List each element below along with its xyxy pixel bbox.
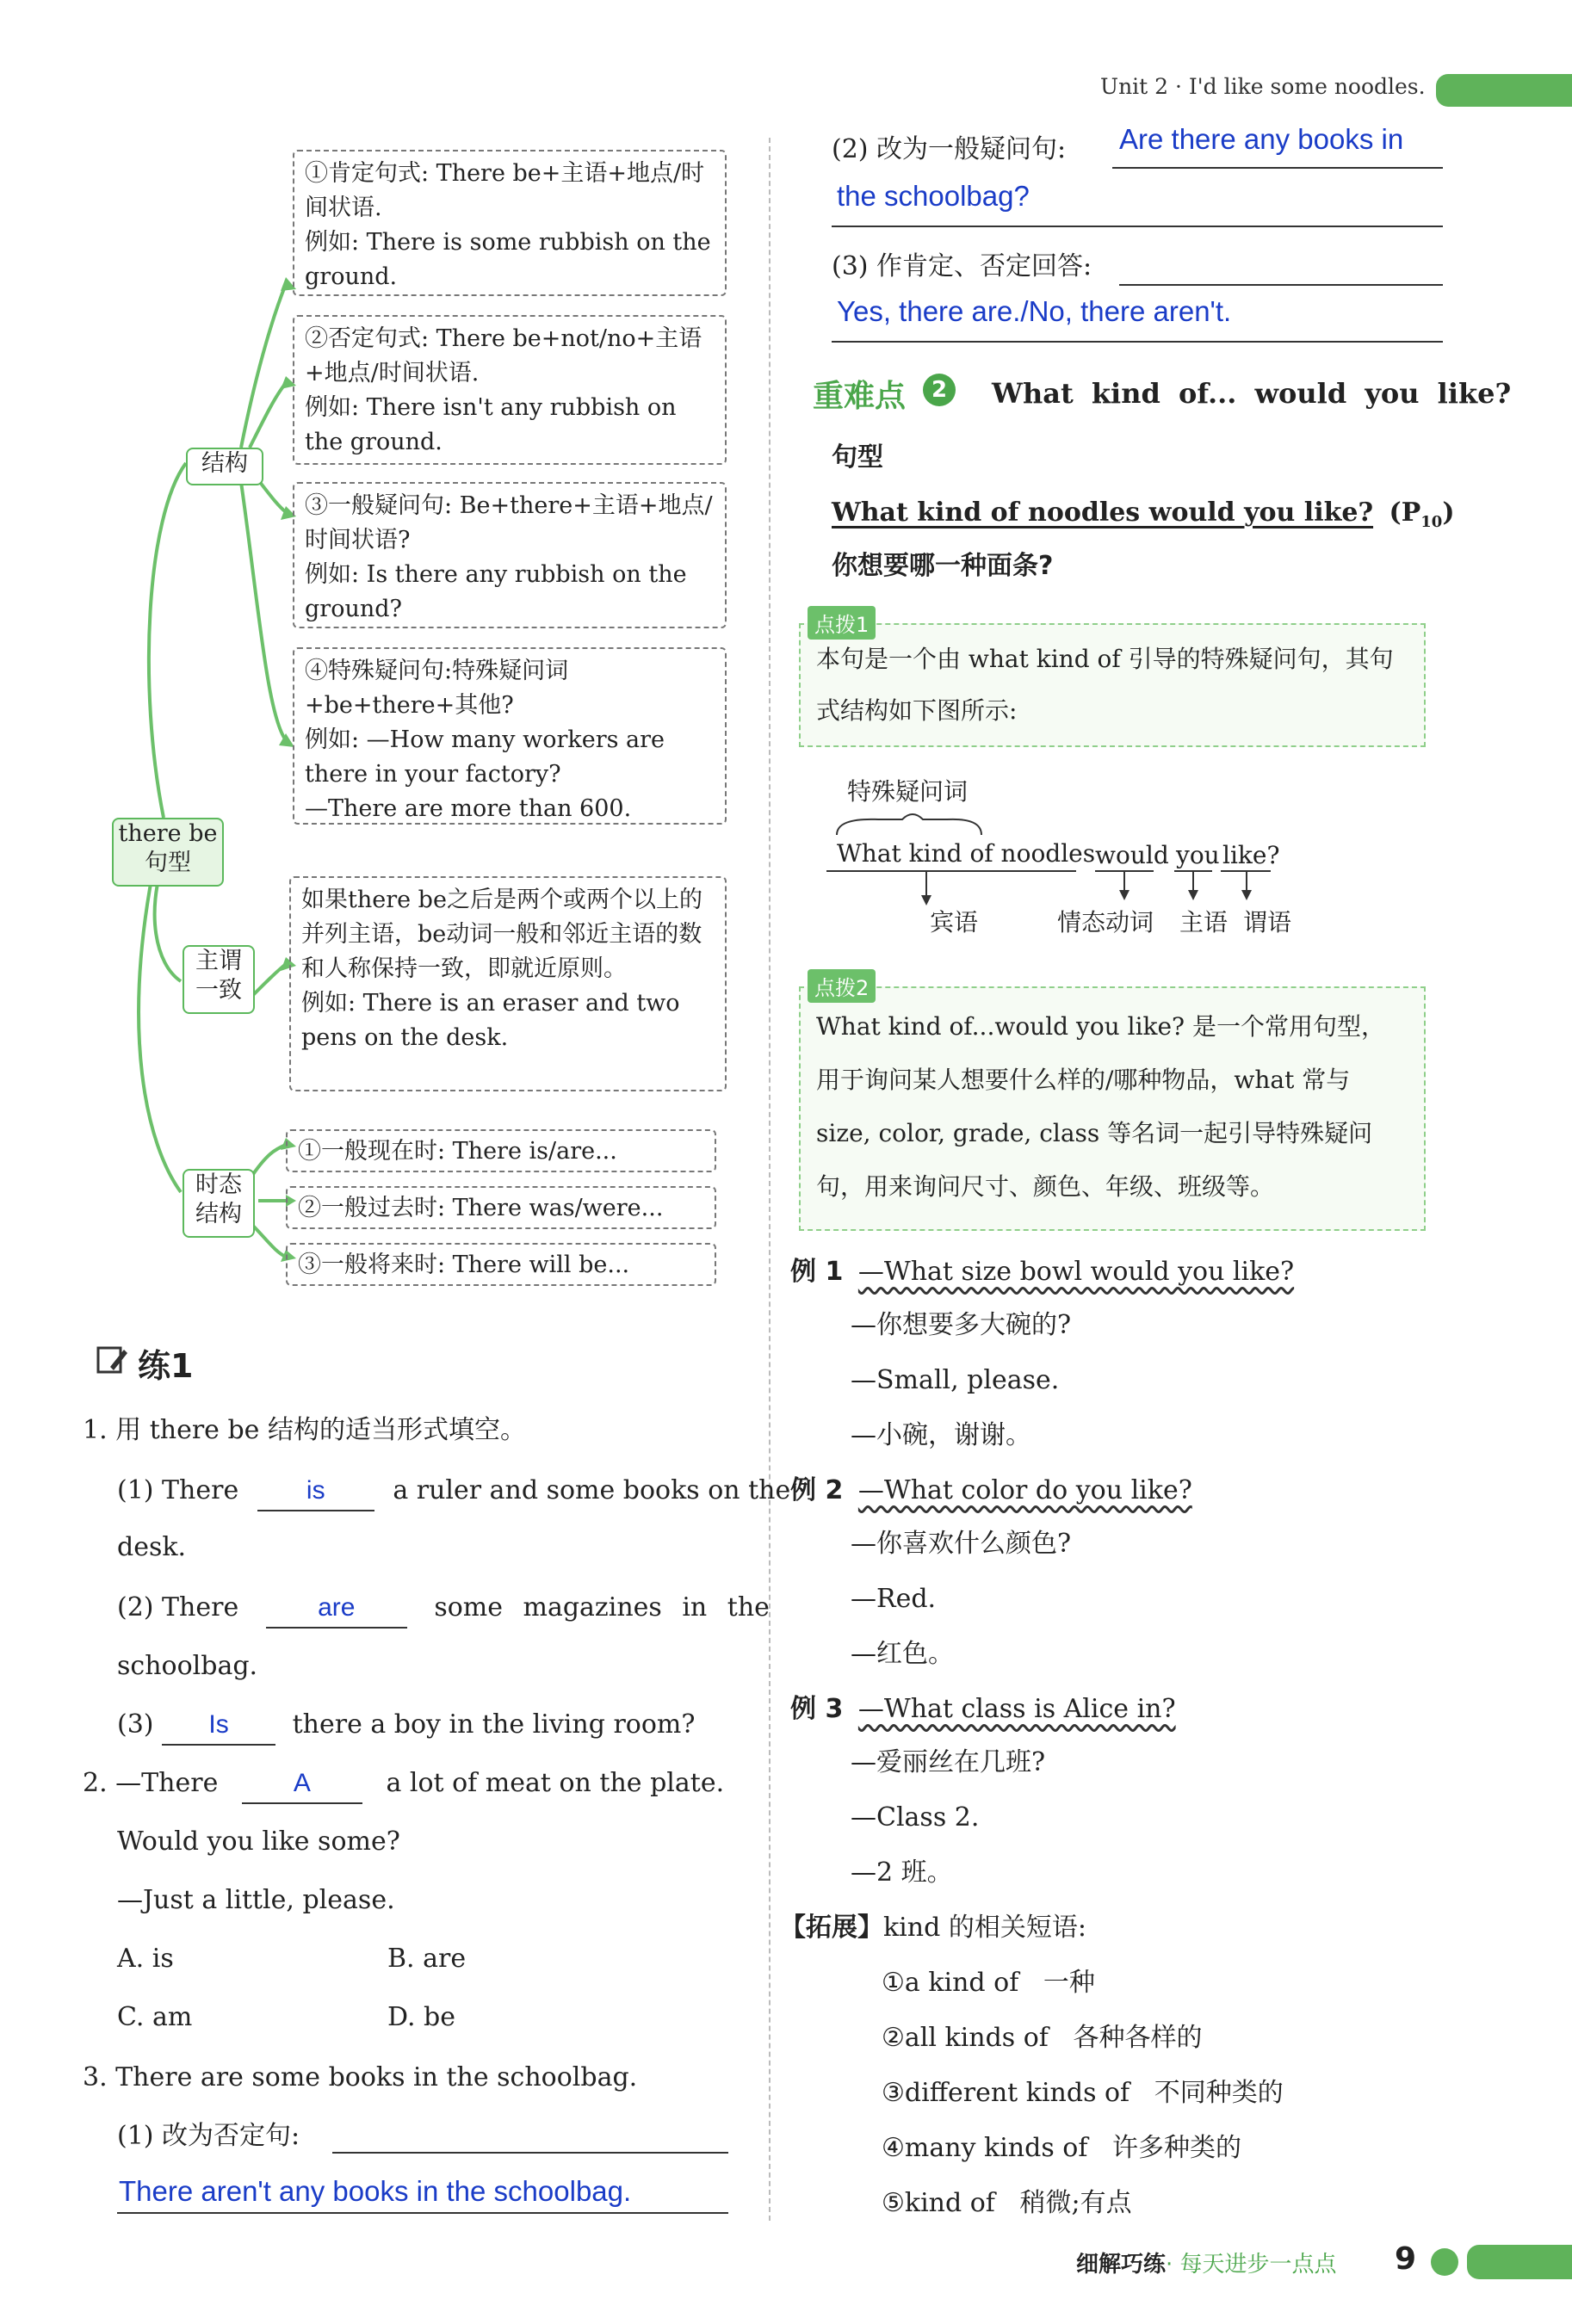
tip2-box: What kind of...would you like? 是一个常用句型，用于询问某人想要什么样的/哪种物品，what 常与 size, color, grade, class 等名词一起引导特殊疑问句，用来询问尺寸、颜色、年级、班级等。 [799, 986, 1426, 1231]
pencil-icon [95, 1343, 129, 1377]
tip1-tag: 点拨1 [808, 606, 876, 640]
answer-blank[interactable]: Is [162, 1706, 275, 1746]
answer-line [1119, 284, 1443, 286]
q3-stem: 3. There are some books in the schoolbag. [83, 2062, 638, 2092]
example-3: 例 3 —What class is Alice in? [790, 1694, 1176, 1724]
extension-item: ③different kinds of 不同种类的 [882, 2078, 1284, 2108]
extension-item: ②all kinds of 各种各样的 [882, 2023, 1203, 2053]
extension-heading: 【拓展】kind 的相关短语: [780, 1913, 1086, 1943]
structure-box-affirmative: ①肯定句式: There be+主语+地点/时间状语. 例如: There is some rubbish on the ground. [293, 150, 727, 296]
q3-3-label: (3) 作肯定、否定回答: [832, 251, 1092, 281]
key-sentence: What kind of noodles would you like? $(P_{10})$ [832, 498, 1455, 531]
branch-agreement: 主谓 一致 [183, 945, 255, 1014]
q1-1: (1) There is a ruler and some books on the [117, 1472, 790, 1511]
agreement-box: 如果there be之后是两个或两个以上的并列主语，be动词一般和邻近主语的数和人称保持一致，即就近原则。 例如: There is an eraser and two pens on the desk. [289, 876, 727, 1091]
example-3-q-cn: —爱丽丝在几班? [851, 1747, 1046, 1777]
answer-line [832, 341, 1443, 343]
q3-1-label: (1) 改为否定句: [117, 2121, 300, 2151]
q2-option-a[interactable]: A. is [117, 1944, 174, 1974]
tip2-tag: 点拨2 [808, 969, 876, 1003]
example-3-a-cn: —2 班。 [851, 1857, 953, 1888]
answer-line [332, 2152, 728, 2154]
example-1-a-cn: —小碗，谢谢。 [851, 1420, 1031, 1450]
footer-dot [1431, 2248, 1458, 2276]
q2-option-b[interactable]: B. are [387, 1944, 467, 1974]
answer-blank[interactable]: A [242, 1765, 362, 1804]
q1-stem: 1. 用 there be 结构的适当形式填空。 [83, 1415, 526, 1445]
structure-box-negative: ②否定句式: There be+not/no+主语+地点/时间状语. 例如: There isn't any rubbish on the ground. [293, 315, 727, 465]
sentence-translation: 你想要哪一种面条? [832, 551, 1054, 581]
practice-title: 练1 [138, 1347, 194, 1385]
tense-past: ②一般过去时: There was/were... [286, 1186, 716, 1229]
q2-reply: —Just a little, please. [117, 1885, 395, 1915]
keypoint-number-badge: 2 [923, 374, 956, 406]
answer-line [1112, 167, 1443, 169]
q3-2-label: (2) 改为一般疑问句: [832, 134, 1067, 164]
q1-1-cont: desk. [117, 1532, 187, 1562]
page-number: 9 [1395, 2241, 1417, 2277]
q3-2-answer-a[interactable]: Are there any books in [1119, 123, 1404, 155]
tense-future: ③一般将来时: There will be... [286, 1243, 716, 1286]
diagram-phrase: What kind of noodles [837, 839, 1096, 868]
answer-line [117, 2212, 728, 2214]
example-1-q-cn: —你想要多大碗的? [851, 1310, 1072, 1340]
example-1: 例 1 —What size bowl would you like? [790, 1257, 1295, 1287]
footer-brand: 细解巧练· 每天进步一点点 [1076, 2252, 1337, 2278]
tense-present: ①一般现在时: There is/are... [286, 1129, 716, 1172]
running-header: Unit 2 · I'd like some noodles. [1100, 74, 1426, 99]
example-3-a: —Class 2. [851, 1802, 980, 1833]
tip1-box: 本句是一个由 what kind of 引导的特殊疑问句，其句式结构如下图所示: [799, 623, 1426, 747]
answer-blank[interactable]: is [257, 1472, 374, 1511]
diagram-top-label: 特殊疑问词 [847, 777, 969, 806]
structure-box-question: ③一般疑问句: Be+there+主语+地点/时间状语? 例如: Is there any rubbish on the ground? [293, 482, 727, 628]
branch-structure: 结构 [186, 448, 263, 485]
q1-3: (3) Is there a boy in the living room? [117, 1706, 695, 1746]
header-tab [1436, 74, 1572, 107]
diagram-object: 宾语 [930, 908, 979, 936]
diagram-like: like? [1222, 841, 1280, 869]
example-2-a: —Red. [851, 1584, 937, 1614]
keypoint-title: What kind of... would you like? [992, 377, 1512, 410]
example-2-a-cn: —红色。 [851, 1639, 954, 1669]
q2-option-d[interactable]: D. be [387, 2002, 456, 2032]
diagram-would: would [1095, 841, 1169, 869]
answer-line [832, 226, 1443, 227]
extension-item: ⑤kind of 稍微;有点 [882, 2188, 1132, 2218]
q3-1-answer[interactable]: There aren't any books in the schoolbag. [119, 2175, 632, 2207]
q2: 2. —There A a lot of meat on the plate. [83, 1765, 724, 1804]
q2-cont: Would you like some? [117, 1826, 400, 1857]
extension-item: ④many kinds of 许多种类的 [882, 2133, 1242, 2163]
q3-2-answer-b[interactable]: the schoolbag? [837, 180, 1030, 212]
sentence-label: 句型 [832, 442, 883, 473]
branch-tense: 时态 结构 [183, 1169, 255, 1238]
q2-option-c[interactable]: C. am [117, 2002, 193, 2032]
q1-2-cont: schoolbag. [117, 1651, 258, 1681]
page-reference: $(P_{10})$ [1389, 498, 1455, 531]
extension-item: ①a kind of 一种 [882, 1968, 1095, 1998]
diagram-you: you [1176, 841, 1220, 869]
answer-blank[interactable]: are [266, 1589, 407, 1629]
example-2-q-cn: —你喜欢什么颜色? [851, 1529, 1072, 1559]
q3-3-answer[interactable]: Yes, there are./No, there aren't. [837, 295, 1232, 327]
keypoint-tag: 重难点 [813, 379, 907, 414]
example-1-a: —Small, please. [851, 1365, 1060, 1395]
diagram-subject: 主语 [1179, 908, 1229, 936]
q1-2: (2) There are some magazines in the [117, 1589, 770, 1629]
structure-box-wh-question: ④特殊疑问句:特殊疑问词+be+there+其他? 例如: —How many workers are there in your factory? —There are more than 600. [293, 647, 727, 825]
diagram-modal: 情态动词 [1057, 908, 1154, 936]
diagram-predicate: 谓语 [1243, 908, 1292, 936]
footer-tab [1467, 2245, 1572, 2279]
example-2: 例 2 —What color do you like? [790, 1475, 1192, 1505]
mindmap-root: there be 句型 [112, 818, 224, 887]
